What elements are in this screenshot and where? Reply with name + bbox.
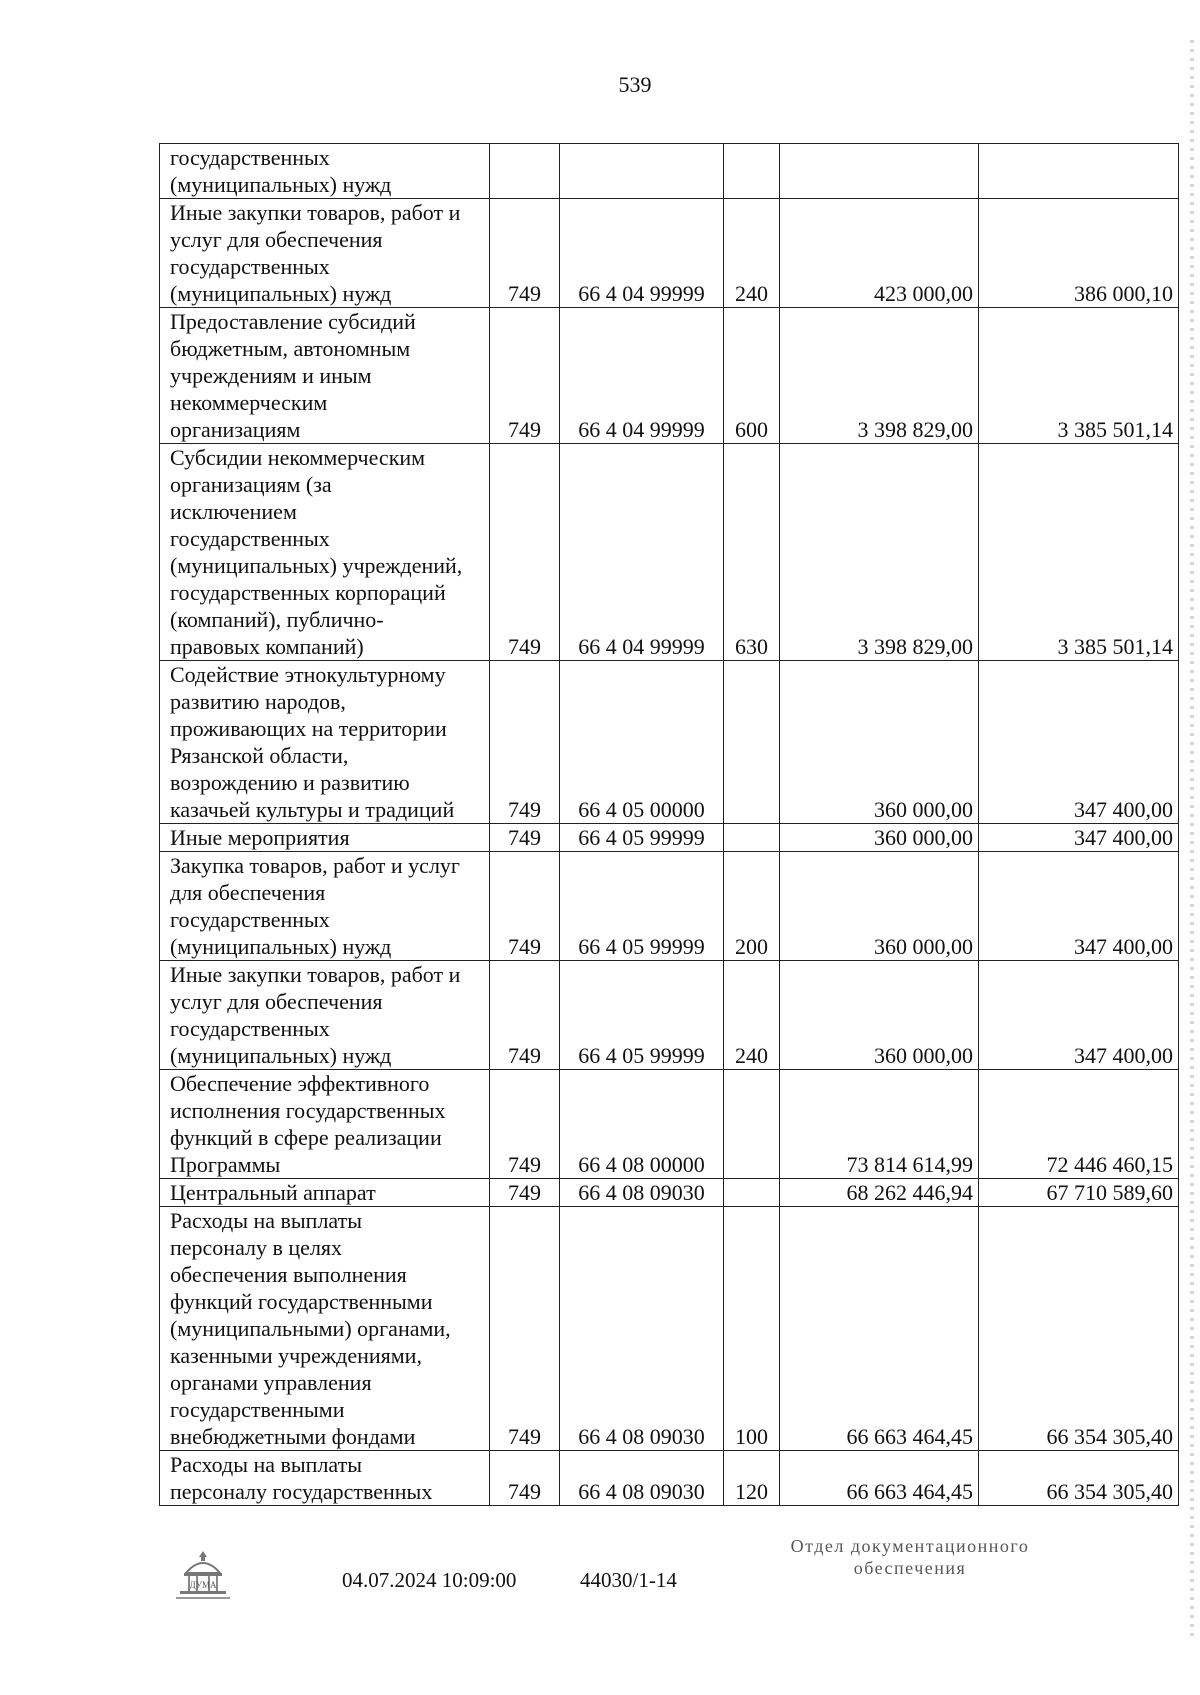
- planned-amount-cell: 66 663 464,45: [780, 1207, 979, 1451]
- target-article-cell: 66 4 05 99999: [560, 852, 724, 961]
- table-row: [160, 852, 1179, 961]
- expense-name-cell: Расходы на выплаты персоналу государственных: [160, 1451, 490, 1506]
- executed-amount-cell: 347 400,00: [979, 852, 1179, 961]
- target-article-cell: 66 4 08 09030: [560, 1179, 724, 1207]
- table-body: [160, 144, 1179, 1506]
- target-article-cell: 66 4 05 99999: [560, 961, 724, 1070]
- admin-code-cell: 749: [490, 444, 560, 661]
- planned-amount-cell: 360 000,00: [780, 852, 979, 961]
- table-row: [160, 1207, 1179, 1451]
- admin-code-cell: 749: [490, 852, 560, 961]
- target-article-cell: 66 4 04 99999: [560, 444, 724, 661]
- table-row: [160, 824, 1179, 852]
- expense-type-cell: [724, 1070, 780, 1179]
- department-stamp: [765, 1535, 1055, 1579]
- expense-name-cell: Закупка товаров, работ и услуг для обеспечения государственных (муниципальных) нужд: [160, 852, 490, 961]
- expense-name-cell: Иные мероприятия: [160, 824, 490, 852]
- target-article-cell: 66 4 04 99999: [560, 308, 724, 444]
- expense-name-cell: государственных (муниципальных) нужд: [160, 144, 490, 199]
- planned-amount-cell: 66 663 464,45: [780, 1451, 979, 1506]
- table-row: [160, 1070, 1179, 1179]
- target-article-cell: 66 4 08 00000: [560, 1070, 724, 1179]
- admin-code-cell: 749: [490, 1207, 560, 1451]
- expense-type-cell: 100: [724, 1207, 780, 1451]
- table-row: [160, 1451, 1179, 1506]
- planned-amount-cell: 360 000,00: [780, 961, 979, 1070]
- executed-amount-cell: 72 446 460,15: [979, 1070, 1179, 1179]
- planned-amount-cell: 360 000,00: [780, 824, 979, 852]
- planned-amount-cell: [780, 144, 979, 199]
- planned-amount-cell: 3 398 829,00: [780, 308, 979, 444]
- planned-amount-cell: 73 814 614,99: [780, 1070, 979, 1179]
- budget-table: [159, 143, 1179, 1506]
- expense-type-cell: 600: [724, 308, 780, 444]
- table-row: [160, 661, 1179, 824]
- expense-type-cell: 240: [724, 961, 780, 1070]
- admin-code-cell: 749: [490, 1451, 560, 1506]
- expense-name-cell: Иные закупки товаров, работ и услуг для обеспечения государственных (муниципальных) нужд: [160, 961, 490, 1070]
- executed-amount-cell: 386 000,10: [979, 199, 1179, 308]
- department-line-2: обеспечения: [853, 1558, 967, 1578]
- table-row: [160, 444, 1179, 661]
- planned-amount-cell: 423 000,00: [780, 199, 979, 308]
- expense-type-cell: [724, 1179, 780, 1207]
- expense-type-cell: [724, 144, 780, 199]
- admin-code-cell: 749: [490, 1179, 560, 1207]
- document-number: 44030/1-14: [580, 1568, 677, 1592]
- expense-type-cell: [724, 661, 780, 824]
- executed-amount-cell: [979, 144, 1179, 199]
- admin-code-cell: 749: [490, 199, 560, 308]
- expense-type-cell: 240: [724, 199, 780, 308]
- target-article-cell: 66 4 08 09030: [560, 1207, 724, 1451]
- scan-edge-artifact: [1190, 40, 1194, 1640]
- admin-code-cell: 749: [490, 824, 560, 852]
- logo-text: ДУМА: [189, 1580, 217, 1590]
- planned-amount-cell: 360 000,00: [780, 661, 979, 824]
- expense-type-cell: 200: [724, 852, 780, 961]
- admin-code-cell: [490, 144, 560, 199]
- table-row: [160, 308, 1179, 444]
- executed-amount-cell: 347 400,00: [979, 824, 1179, 852]
- duma-emblem-icon: [172, 1547, 234, 1603]
- executed-amount-cell: 347 400,00: [979, 961, 1179, 1070]
- expense-name-cell: Центральный аппарат: [160, 1179, 490, 1207]
- admin-code-cell: 749: [490, 661, 560, 824]
- planned-amount-cell: 68 262 446,94: [780, 1179, 979, 1207]
- executed-amount-cell: 347 400,00: [979, 661, 1179, 824]
- department-line-1: Отдел документационного: [790, 1536, 1030, 1556]
- table-row: [160, 1179, 1179, 1207]
- table-row: [160, 961, 1179, 1070]
- document-date: 04.07.2024 10:09:00: [342, 1568, 517, 1592]
- target-article-cell: 66 4 04 99999: [560, 199, 724, 308]
- table-row: [160, 144, 1179, 199]
- admin-code-cell: 749: [490, 1070, 560, 1179]
- target-article-cell: 66 4 08 09030: [560, 1451, 724, 1506]
- table-row: [160, 199, 1179, 308]
- executed-amount-cell: 3 385 501,14: [979, 444, 1179, 661]
- expense-name-cell: Расходы на выплаты персоналу в целях обеспечения выполнения функций государственными (муниципальными) органами, казенными учреждениями, органами управления государственными внебюджетными фондами: [160, 1207, 490, 1451]
- expense-type-cell: 630: [724, 444, 780, 661]
- expense-name-cell: Иные закупки товаров, работ и услуг для обеспечения государственных (муниципальных) нужд: [160, 199, 490, 308]
- admin-code-cell: 749: [490, 308, 560, 444]
- target-article-cell: 66 4 05 99999: [560, 824, 724, 852]
- executed-amount-cell: 66 354 305,40: [979, 1451, 1179, 1506]
- target-article-cell: [560, 144, 724, 199]
- executed-amount-cell: 3 385 501,14: [979, 308, 1179, 444]
- expense-name-cell: Обеспечение эффективного исполнения государственных функций в сфере реализации Программы: [160, 1070, 490, 1179]
- expense-type-cell: 120: [724, 1451, 780, 1506]
- page-number: 539: [618, 72, 652, 97]
- target-article-cell: 66 4 05 00000: [560, 661, 724, 824]
- admin-code-cell: 749: [490, 961, 560, 1070]
- executed-amount-cell: 66 354 305,40: [979, 1207, 1179, 1451]
- expense-name-cell: Субсидии некоммерческим организациям (за исключением государственных (муниципальных) учреждений, государственных корпораций (компаний), публично- правовых компаний): [160, 444, 490, 661]
- expense-name-cell: Содействие этнокультурному развитию народов, проживающих на территории Рязанской области, возрождению и развитию казачьей культуры и традиций: [160, 661, 490, 824]
- planned-amount-cell: 3 398 829,00: [780, 444, 979, 661]
- expense-name-cell: Предоставление субсидий бюджетным, автономным учреждениям и иным некоммерческим организациям: [160, 308, 490, 444]
- expense-type-cell: [724, 824, 780, 852]
- executed-amount-cell: 67 710 589,60: [979, 1179, 1179, 1207]
